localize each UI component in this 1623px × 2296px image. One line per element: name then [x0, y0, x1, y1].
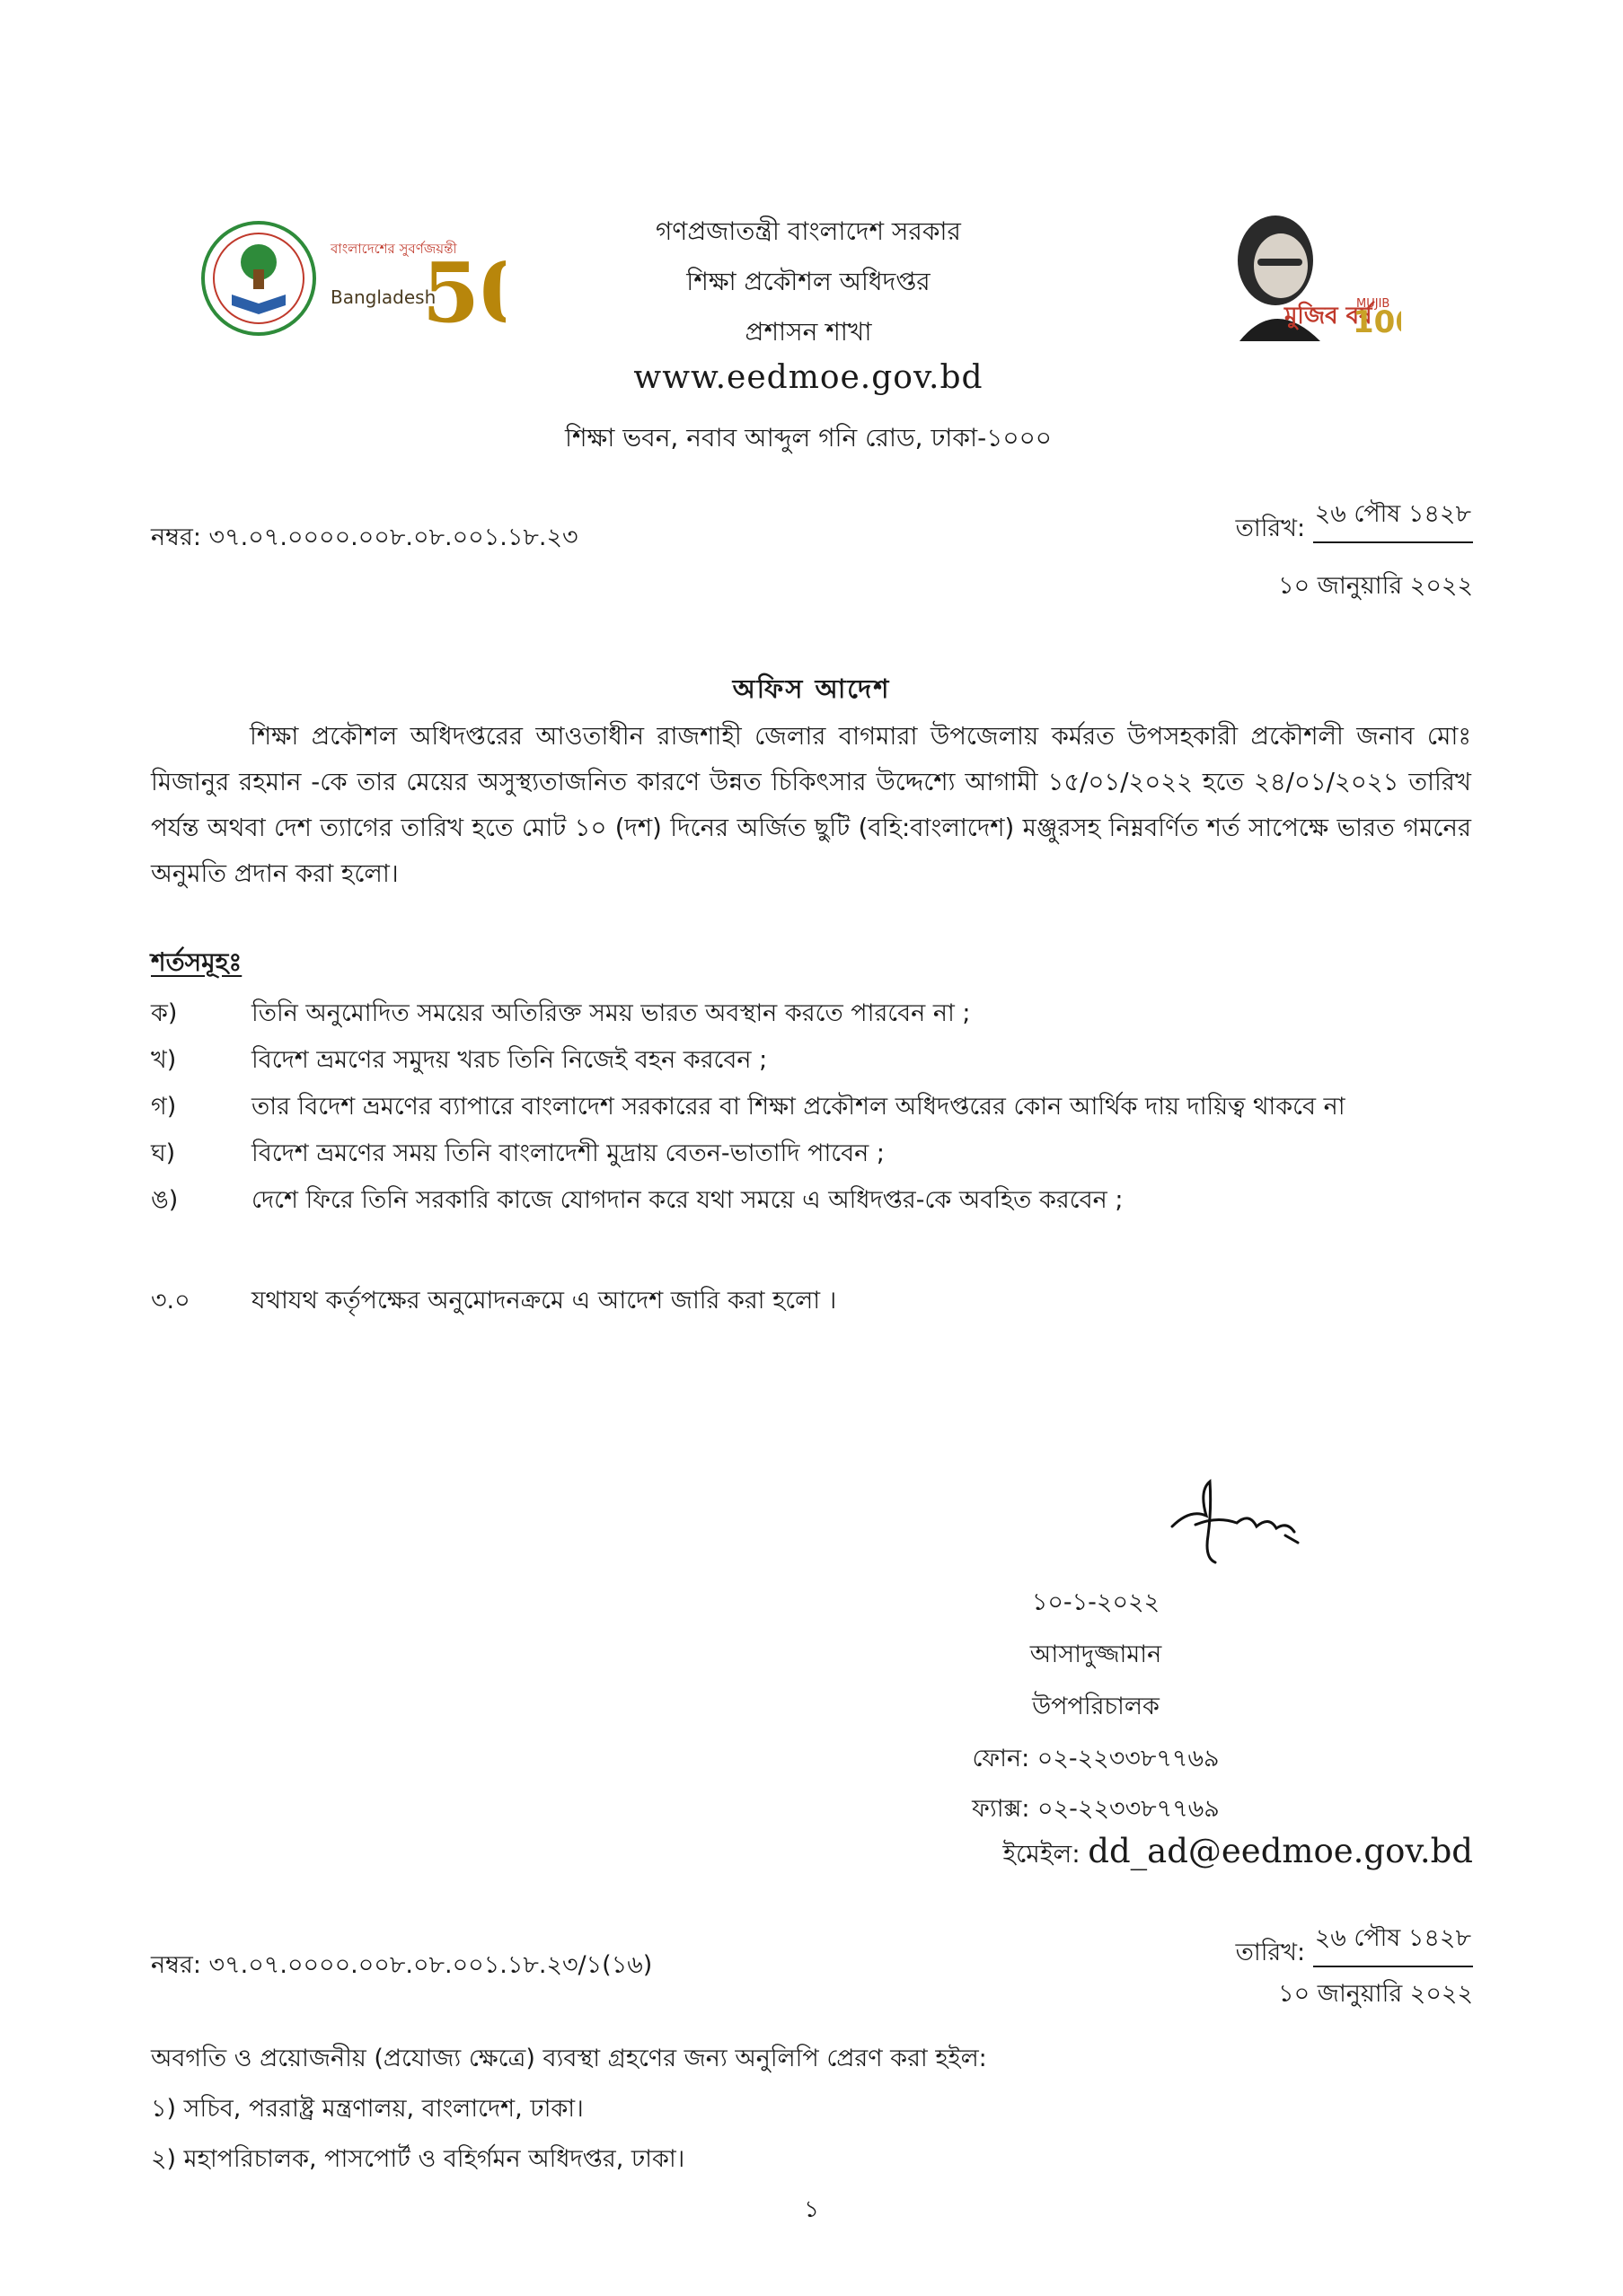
signature-icon: [1163, 1473, 1307, 1571]
approval-line: [151, 1282, 1516, 1323]
signatory-phone: ফোন: ০২-২২৩৩৮৭৭৬৯: [972, 1745, 1220, 1773]
logo-label-en: Bangladesh: [331, 286, 437, 308]
distribution-item: ২) মহাপরিচালক, পাসপোর্ট ও বহির্গমন অধিদপ্তর, ঢাকা।: [151, 2145, 685, 2173]
copy-memo-number: নম্বর: ৩৭.০৭.০০০০.০০৮.০৮.০০১.১৮.২৩/১(১৬): [151, 1951, 653, 1979]
condition-text: দেশে ফিরে তিনি সরকারি কাজে যোগদান করে যথা সময়ে এ অধিদপ্তর-কে অবহিত করবেন ;: [251, 1186, 1124, 1214]
branch-name: প্রশাসন শাখা: [745, 317, 872, 347]
condition-text: তিনি অনুমোদিত সময়ের অতিরিক্ত সময় ভারত অবস্থান করতে পারবেন না ;: [251, 999, 971, 1027]
signatory-name: আসাদুজ্জামান: [1029, 1641, 1162, 1668]
mujib-label-en: MUJIB: [1356, 297, 1390, 311]
approval-mark: ৩.০: [151, 1287, 190, 1315]
condition-mark: ঙ): [151, 1186, 179, 1214]
office-address: শিক্ষা ভবন, নবাব আব্দুল গনি রোড, ঢাকা-১০০০: [564, 423, 1053, 453]
date-gregorian: ১০ জানুয়ারি ২০২২: [1278, 572, 1473, 600]
condition-mark: ক): [151, 999, 178, 1027]
handwritten-signature: [1163, 1473, 1307, 1571]
condition-item: [151, 995, 1516, 1035]
signatory-email: [844, 1832, 1473, 1877]
condition-mark: গ): [151, 1093, 177, 1121]
mujib-borsho-logo: [1222, 207, 1401, 341]
approval-text: যথাযথ কর্তৃপক্ষের অনুমোদনক্রমে এ আদেশ জারি করা হলো ।: [251, 1287, 837, 1315]
department-name: শিক্ষা প্রকৌশল অধিদপ্তর: [686, 267, 931, 296]
condition-item: [151, 1135, 1516, 1175]
condition-text: বিদেশ ভ্রমণের সমুদয় খরচ তিনি নিজেই বহন করবেন ;: [251, 1046, 768, 1074]
signature-date: ১০-১-২০২২: [1031, 1588, 1160, 1616]
memo-date: [988, 496, 1473, 550]
distribution-item: ১) সচিব, পররাষ্ট্র মন্ত্রণালয়, বাংলাদেশ, ঢাকা।: [151, 2095, 584, 2123]
logo-label-bn: বাংলাদেশের সুবর্ণজয়ন্তী: [331, 241, 457, 257]
copy-date-gregorian: ১০ জানুয়ারি ২০২২: [1278, 1980, 1473, 2008]
date-bengali: ২৬ পৌষ ১৪২৮: [1313, 496, 1473, 543]
date-bengali: ২৬ পৌষ ১৪২৮: [1313, 1920, 1473, 1967]
logo-number: 5: [422, 244, 481, 341]
date-label: তারিখ:: [1235, 1939, 1306, 1966]
conditions-title: শর্তসমূহঃ: [151, 947, 243, 977]
condition-item: [151, 1088, 1516, 1129]
signatory-fax: ফ্যাক্স: ০২-২২৩৩৮৭৭৬৯: [972, 1795, 1220, 1823]
date-label: তারিখ:: [1235, 515, 1306, 542]
website-link[interactable]: www.eedmoe.gov.bd: [633, 359, 984, 396]
condition-text: তার বিদেশ ভ্রমণের ব্যাপারে বাংলাদেশ সরকারের বা শিক্ষা প্রকৌশল অধিদপ্তরের কোন আর্থিক দায় দায়িত্ব থাকবে না: [251, 1093, 1345, 1121]
memo-number: নম্বর: ৩৭.০৭.০০০০.০০৮.০৮.০০১.১৮.২৩: [151, 523, 578, 551]
distribution-intro: অবগতি ও প্রয়োজনীয় (প্রযোজ্য ক্ষেত্রে) ব্যবস্থা গ্রহণের জন্য অনুলিপি প্রেরণ করা হইল:: [151, 2045, 987, 2072]
order-paragraph: [151, 714, 1471, 897]
condition-mark: ঘ): [151, 1139, 176, 1167]
copy-memo-date: [988, 1920, 1473, 1975]
order-title: অফিস আদেশ: [732, 673, 891, 704]
condition-item: [151, 1182, 1516, 1222]
condition-text: বিদেশ ভ্রমণের সময় তিনি বাংলাদেশী মুদ্রায় বেতন-ভাতাদি পাবেন ;: [251, 1139, 885, 1167]
order-paragraph-text: শিক্ষা প্রকৌশল অধিদপ্তরের আওতাধীন রাজশাহী জেলার বাগমারা উপজেলায় কর্মরত উপসহকারী প্রকৌশলী জনাব মোঃ মিজানুর রহমান -কে তার মেয়ের অসুস্থ্যতাজনিত কারণে উন্নত চিকিৎসার উদ্দেশ্যে আগামী ১৫/০১/২০২২ হতে ২৪/০১/২০২১ তারিখ পর্যন্ত অথবা দেশ ত্যাগের তারিখ হতে মোট ১০ (দশ) দিনের অর্জিত ছুটি (বহি:বাংলাদেশ) মঞ্জুরসহ নিম্নবর্ণিত শর্ত সাপেক্ষে ভারত গমনের অনুমতি প্রদান করা হলো।: [151, 722, 1471, 888]
government-name: গণপ্রজাতন্ত্রী বাংলাদেশ সরকার: [656, 216, 961, 246]
email-link[interactable]: dd_ad@eedmoe.gov.bd: [1088, 1832, 1473, 1870]
condition-item: [151, 1042, 1516, 1082]
signatory-designation: উপপরিচালক: [1032, 1693, 1160, 1720]
mujib-number: 10: [1353, 304, 1396, 340]
mujib-label-bn: মুজিব বর্ষ: [1284, 303, 1372, 330]
mujib-borsho-100-logo-icon: [1222, 207, 1401, 341]
email-label: ইমেইল:: [1002, 1839, 1081, 1869]
page-number: ১: [804, 2196, 819, 2223]
condition-mark: খ): [151, 1046, 177, 1074]
